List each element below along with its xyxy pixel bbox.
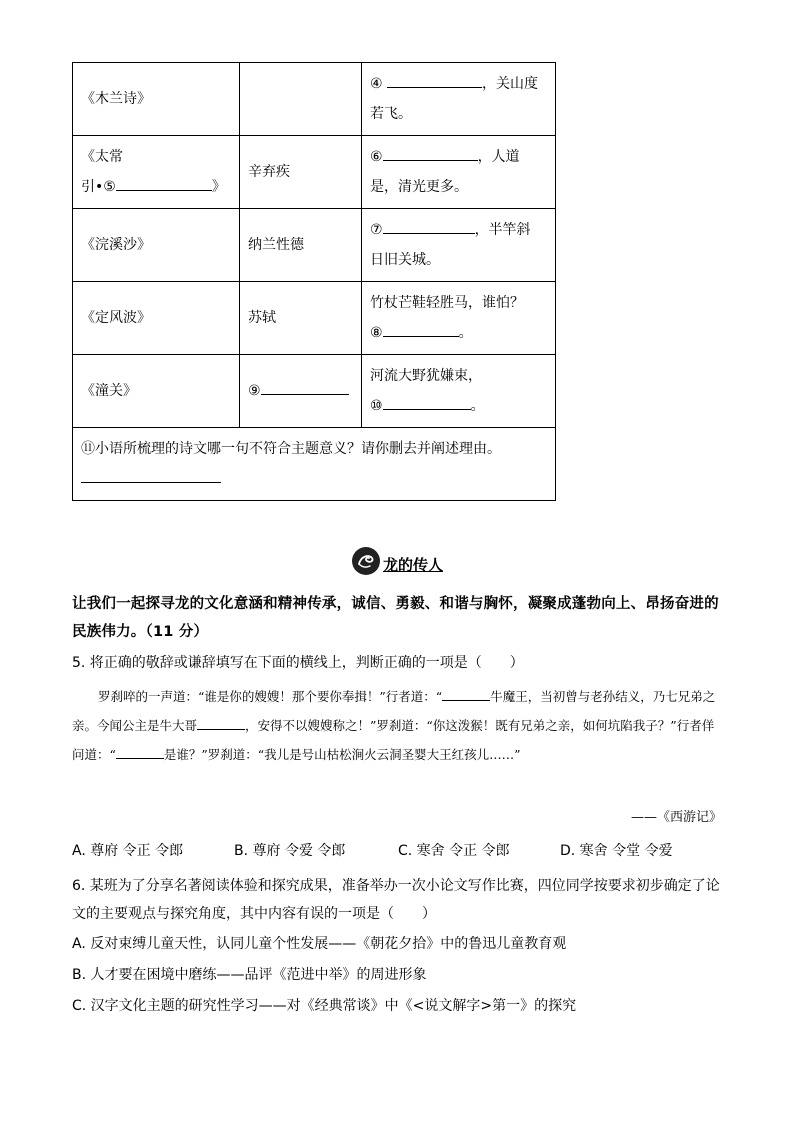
blank-number: ⑧ [370,325,383,341]
poem-author [240,355,362,428]
question-5-passage [72,682,722,769]
option-b[interactable]: B. 人才要在困境中磨练——品评《范进中举》的周进形象 [72,967,427,983]
dragon-icon [351,546,381,576]
blank-number: ⑦ [370,222,383,238]
option-a[interactable]: A. 尊府 令正 令郎 [72,843,184,859]
question-5-options [72,840,732,860]
blank-number: ⑨ [248,383,261,399]
fill-blank[interactable] [383,322,459,337]
poem-title: 《浣溪沙》 [73,209,240,282]
poem-text: 河流大野犹嫌束， [370,368,482,384]
fill-blank[interactable] [442,688,490,701]
blank-number: ⑥ [370,149,383,165]
blank-number: ⑩ [370,398,383,414]
poem-text: ，关山度 [482,76,539,92]
section-heading [0,546,794,580]
fill-blank[interactable] [261,380,349,395]
answer-blank[interactable] [81,468,221,483]
fill-blank[interactable] [116,176,212,191]
poem-text: 竹杖芒鞋轻胜马，谁怕？ [370,295,524,311]
option-c[interactable]: C. 汉字文化主题的研究性学习——对《经典常谈》中《<说文解字>第一》的探究 [72,998,577,1014]
table-row [73,136,556,209]
poem-text: ，人道 [477,149,520,165]
passage-text: 是谁？”罗刹道：“我儿是号山枯松涧火云洞圣婴大王红孩儿……” [163,747,521,762]
poem-title: 《木兰诗》 [73,63,240,136]
poem-text: 。 [470,398,485,414]
blank-number: ④ [370,76,388,92]
option-c[interactable]: C. 寒舍 令正 令郎 [398,843,510,859]
poem-title: 《定风波》 [73,282,240,355]
poem-lines [362,355,556,428]
poem-author [240,63,362,136]
fill-blank[interactable] [387,73,482,88]
section-intro: 让我们一起探寻龙的文化意涵和精神传承，诚信、勇毅、和谐与胸怀，凝聚成蓬勃向上、昂扬奋进的民族伟力。（11 分） [72,596,719,640]
option-a[interactable]: A. 反对束缚儿童天性，认同儿童个性发展——《朝花夕拾》中的鲁迅儿童教育观 [72,936,567,952]
poem-lines [362,209,556,282]
poem-author: 纳兰性德 [240,209,362,282]
option-b[interactable]: B. 尊府 令爱 令郎 [234,843,346,859]
fill-blank[interactable] [116,746,164,759]
passage-text: 牛魔王，当初曾与老孙结义，乃七兄弟之亲。今闻公主是牛大哥 [72,689,716,733]
poem-text: 日旧关城。 [370,252,440,268]
poem-title [73,136,240,209]
passage-source: ——《西游记》 [630,810,722,825]
table-row [73,282,556,355]
poem-author: 辛弃疾 [240,136,362,209]
table-row [73,355,556,428]
passage-text: 罗刹啐的一声道：“谁是你的嫂嫂！那个要你奉揖！”行者道：“ [98,689,443,704]
poem-lines [362,63,556,136]
fill-blank[interactable] [383,219,475,234]
table-row [73,428,556,501]
poem-text: 若飞。 [370,106,412,122]
question-11: ⑪小语所梳理的诗文哪一句不符合主题意义？请你删去并阐述理由。 [81,441,501,457]
poem-title-part: 《太常 [81,149,123,165]
fill-blank[interactable] [383,395,471,410]
poem-lines [362,136,556,209]
option-d[interactable]: D. 寒舍 令堂 令爱 [560,843,673,859]
poem-title-part: 》 [211,179,226,195]
fill-blank[interactable] [383,146,478,161]
poem-text: ，半竿斜 [474,222,531,238]
poem-lines [362,282,556,355]
table-row [73,209,556,282]
question-5-stem: 5. 将正确的敬辞或谦辞填写在下面的横线上，判断正确的一项是（ ） [72,655,524,671]
table-row [73,63,556,136]
poem-title-part: 引•⑤ [81,179,116,195]
question-cell [73,428,556,501]
section-title: 龙的传人 [382,556,443,574]
poem-title: 《潼关》 [73,355,240,428]
fill-blank[interactable] [197,717,245,730]
poem-author: 苏轼 [240,282,362,355]
poem-text: 。 [458,325,473,341]
poem-text: 是，清光更多。 [370,179,468,195]
poem-table [72,62,556,501]
passage-text: ，安得不以嫂嫂称之！”罗刹道：“你这泼猴！既有兄弟之亲，如何坑陷我子？”行者佯问道：“ [72,718,715,762]
question-6-stem: 6. 某班为了分享名著阅读体验和探究成果，准备举办一次小论文写作比赛，四位同学按要求初步确定了论文的主要观点与探究角度，其中内容有误的一项是（ ） [72,878,720,922]
